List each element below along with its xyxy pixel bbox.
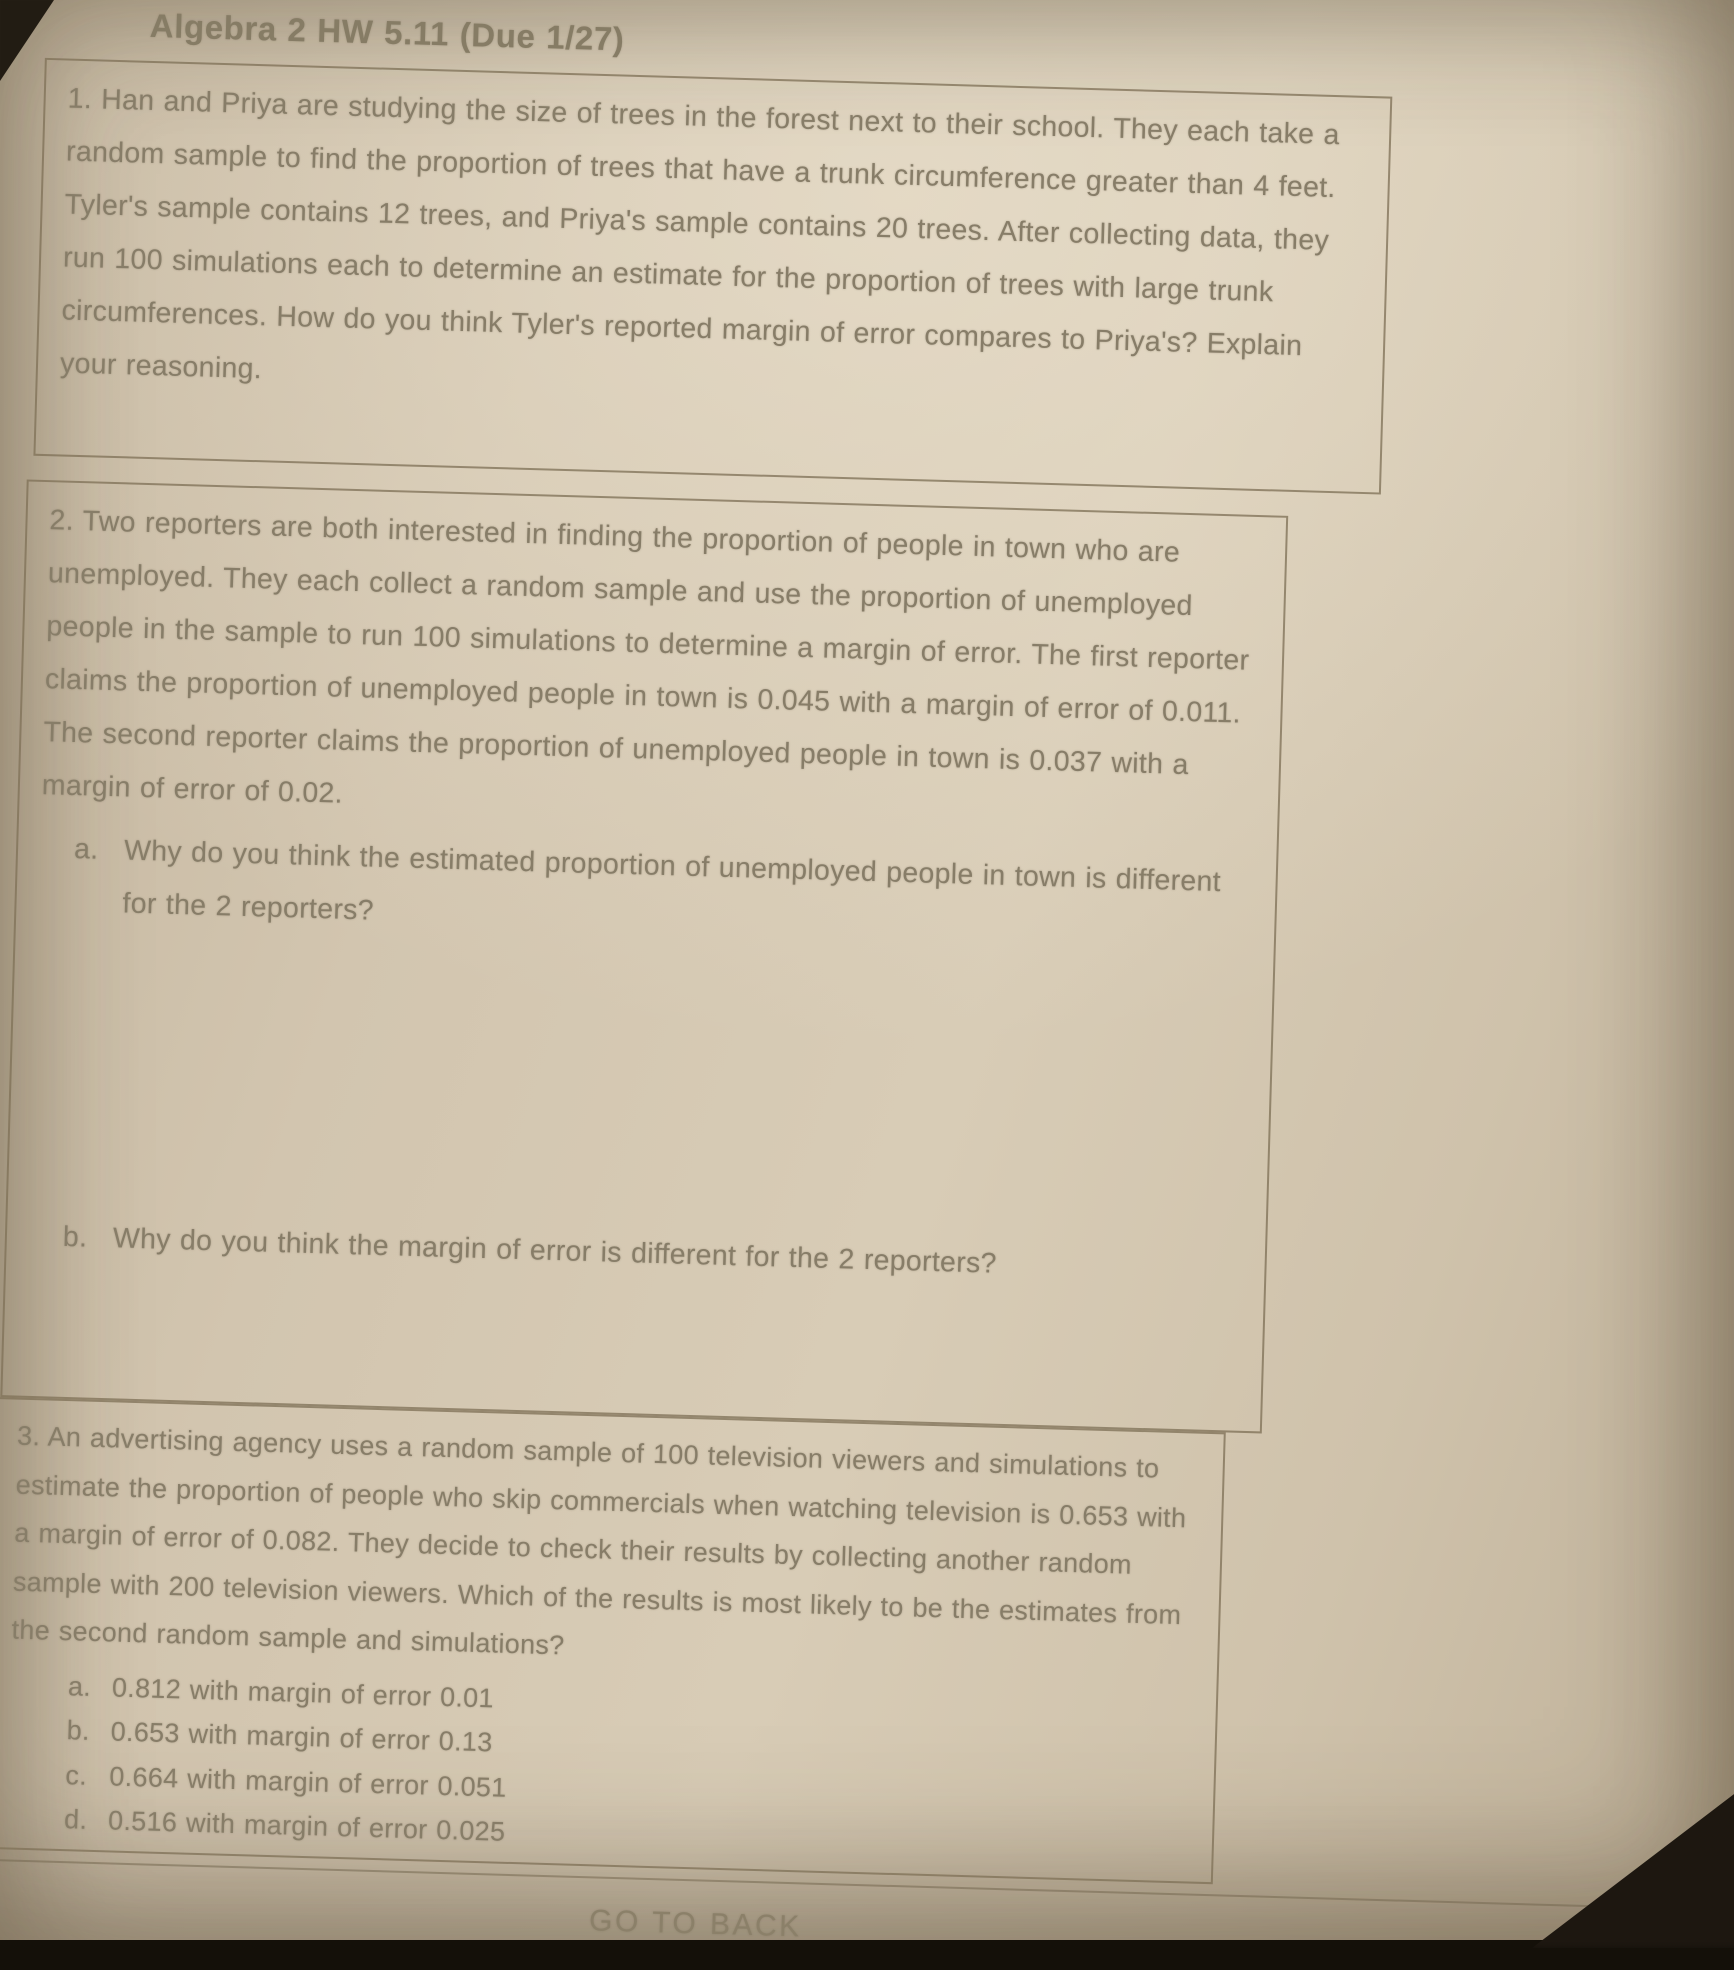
- part-b-label: b.: [62, 1211, 90, 1265]
- choice-b-label: b.: [66, 1708, 91, 1753]
- question-2-text: 2. Two reporters are both interested in finding the proportion of people in town who are unemployed. They each collect a random sample and use the proportion of unemployed people in the sample to run 100 simulations to determine a margin of error. The first reporter claims the proportion of unemployed people in town is 0.045 with a margin of error of 0.011. The second reporter claims the proportion of unemployed people in town is 0.037 with a margin of error of 0.02.: [41, 494, 1264, 847]
- question-3-box: [0, 1397, 1226, 1884]
- choice-c-text: 0.664 with margin of error 0.051: [109, 1754, 507, 1810]
- part-a-text: Why do you think the estimated proportion of unemployed people in town is different for the 2 reporters?: [122, 824, 1255, 962]
- choice-c-label: c.: [65, 1753, 90, 1798]
- question-2-box: [0, 480, 1288, 1434]
- page-title: Algebra 2 HW 5.11 (Due 1/27): [149, 7, 1733, 93]
- choice-a-label: a.: [67, 1664, 92, 1709]
- choice-a-text: 0.812 with margin of error 0.01: [111, 1665, 494, 1720]
- go-to-back-link[interactable]: GO TO BACK: [0, 1886, 1446, 1963]
- question-1-box: [33, 58, 1392, 495]
- choice-d-text: 0.516 with margin of error 0.025: [108, 1798, 506, 1854]
- part-a-label: a.: [72, 823, 101, 930]
- choice-d-label: d.: [64, 1797, 89, 1842]
- question-2a-answer-space: [30, 928, 1251, 1235]
- question-3-choices: [6, 1663, 1195, 1874]
- question-1-text: 1. Han and Priya are studying the size of trees in the forest next to their school. They each take a random sample to find the proportion of trees that have a trunk circumference greater than 4 feet. Tyler's sample contains 12 trees, and Priya's sample contains 20 trees. After collecting data, they run 100 simulations each to determine an estimate for the proportion of trees with large trunk circumferences. How do you think Tyler's reported margin of error compares to Priya's? Explain your reasoning.: [59, 73, 1368, 428]
- question-3-text: 3. An advertising agency uses a random sample of 100 television viewers and simulations to estimate the proportion of people who skip commercials when watching television is 0.653 with a margin of error of 0.082. They decide to check their results by collecting another random sample with 200 television viewers. Which of the results is most likely to be the estimates from the second random sample and simulations?: [11, 1412, 1202, 1689]
- part-b-text: Why do you think the margin of error is different for the 2 reporters?: [112, 1212, 1243, 1298]
- choice-b-text: 0.653 with margin of error 0.13: [110, 1710, 493, 1765]
